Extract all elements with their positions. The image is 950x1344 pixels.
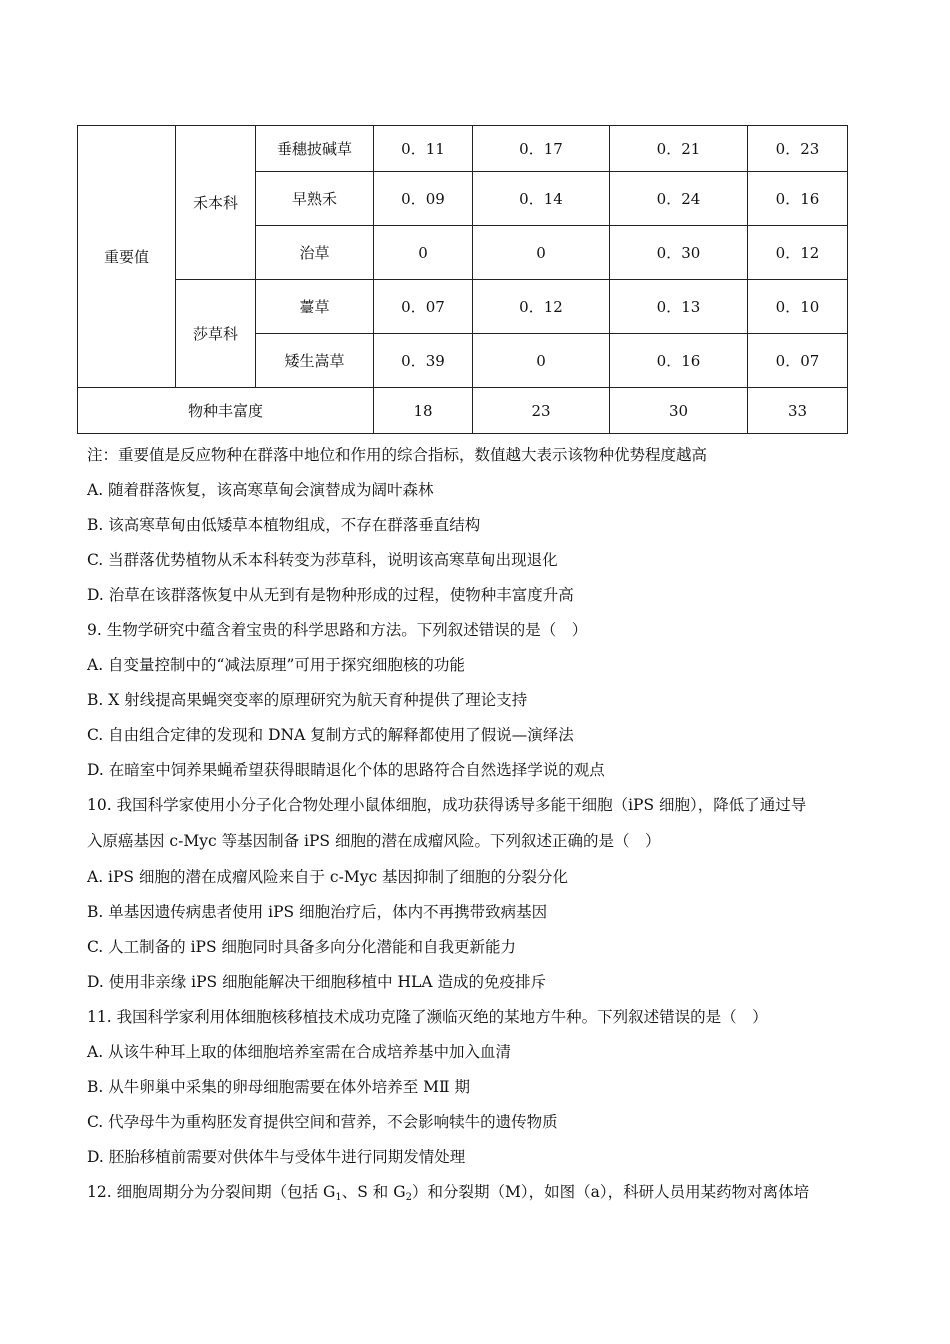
species-name: 早熟禾 bbox=[256, 172, 374, 226]
table-cell: 0．16 bbox=[748, 172, 848, 226]
species-name: 垂穗披碱草 bbox=[256, 126, 374, 172]
q10-option-c: C. 人工制备的 iPS 细胞同时具备多向分化潜能和自我更新能力 bbox=[87, 938, 517, 956]
q12-subscript: 1 bbox=[335, 1192, 342, 1203]
table-row bbox=[78, 388, 848, 434]
q8-option-b: B. 该高寒草甸由低矮草本植物组成，不存在群落垂直结构 bbox=[87, 516, 481, 534]
table-cell: 0．16 bbox=[610, 334, 748, 388]
table-cell: 0．13 bbox=[610, 280, 748, 334]
q12-text-part: ）和分裂期（M），如图（a），科研人员用某药物对离体培 bbox=[412, 1183, 810, 1201]
table-cell: 0．10 bbox=[748, 280, 848, 334]
table-cell: 0．14 bbox=[473, 172, 610, 226]
q12-text-part: 、S 和 G bbox=[341, 1183, 406, 1201]
table-cell: 30 bbox=[610, 388, 748, 434]
table-cell: 18 bbox=[374, 388, 473, 434]
family-label: 禾本科 bbox=[176, 126, 256, 280]
species-name: 薹草 bbox=[256, 280, 374, 334]
q11-option-d: D. 胚胎移植前需要对供体牛与受体牛进行同期发情处理 bbox=[87, 1148, 466, 1166]
table-cell: 0．24 bbox=[610, 172, 748, 226]
q8-option-d: D. 治草在该群落恢复中从无到有是物种形成的过程，使物种丰富度升高 bbox=[87, 586, 574, 604]
table-cell: 0．17 bbox=[473, 126, 610, 172]
table-cell: 33 bbox=[748, 388, 848, 434]
table-cell: 0．12 bbox=[748, 226, 848, 280]
table-cell: 0．21 bbox=[610, 126, 748, 172]
q10-stem-line2: 入原癌基因 c-Myc 等基因制备 iPS 细胞的潜在成瘤风险。下列叙述正确的是（ ） bbox=[87, 832, 661, 850]
table-cell: 0．09 bbox=[374, 172, 473, 226]
table-cell: 0 bbox=[374, 226, 473, 280]
q10-option-a: A. iPS 细胞的潜在成瘤风险来自于 c-Myc 基因抑制了细胞的分裂分化 bbox=[87, 868, 569, 886]
species-name: 矮生嵩草 bbox=[256, 334, 374, 388]
family-label: 莎草科 bbox=[176, 280, 256, 388]
q12-subscript: 2 bbox=[405, 1192, 412, 1203]
q8-option-a: A. 随着群落恢复，该高寒草甸会演替成为阔叶森林 bbox=[87, 481, 434, 499]
table-cell: 0 bbox=[473, 226, 610, 280]
q11-option-c: C. 代孕母牛为重构胚发育提供空间和营养，不会影响犊牛的遗传物质 bbox=[87, 1113, 558, 1131]
q9-option-a: A. 自变量控制中的“减法原理”可用于探究细胞核的功能 bbox=[87, 656, 465, 674]
q9-option-c: C. 自由组合定律的发现和 DNA 复制方式的解释都使用了假说—演绎法 bbox=[87, 726, 574, 744]
importance-value-table bbox=[77, 125, 848, 434]
q12-stem bbox=[87, 1175, 877, 1210]
q10-option-d: D. 使用非亲缘 iPS 细胞能解决干细胞移植中 HLA 造成的免疫排斥 bbox=[87, 973, 546, 991]
table-cell: 0．39 bbox=[374, 334, 473, 388]
table-row bbox=[78, 280, 848, 334]
q10-stem-line1: 10. 我国科学家使用小分子化合物处理小鼠体细胞，成功获得诱导多能干细胞（iPS 细胞），降低了通过导 bbox=[87, 796, 807, 814]
row-group-label: 重要值 bbox=[78, 126, 176, 388]
table-cell: 0．07 bbox=[748, 334, 848, 388]
table-cell: 0．11 bbox=[374, 126, 473, 172]
table-cell: 0．07 bbox=[374, 280, 473, 334]
q9-option-b: B. X 射线提高果蝇突变率的原理研究为航天育种提供了理论支持 bbox=[87, 691, 528, 709]
q8-option-c: C. 当群落优势植物从禾本科转变为莎草科，说明该高寒草甸出现退化 bbox=[87, 551, 558, 569]
table-cell: 23 bbox=[473, 388, 610, 434]
question-text bbox=[87, 438, 877, 1210]
q10-option-b: B. 单基因遗传病患者使用 iPS 细胞治疗后，体内不再携带致病基因 bbox=[87, 903, 548, 921]
q12-text-part: 12. 细胞周期分为分裂间期（包括 G bbox=[87, 1183, 336, 1201]
table-cell: 0．30 bbox=[610, 226, 748, 280]
table-cell: 0 bbox=[473, 334, 610, 388]
table-note: 注：重要值是反应物种在群落中地位和作用的综合指标，数值越大表示该物种优势程度越高 bbox=[87, 446, 708, 464]
q11-option-a: A. 从该牛种耳上取的体细胞培养室需在合成培养基中加入血清 bbox=[87, 1043, 512, 1061]
q9-option-d: D. 在暗室中饲养果蝇希望获得眼睛退化个体的思路符合自然选择学说的观点 bbox=[87, 761, 605, 779]
table-row bbox=[78, 126, 848, 172]
table-cell: 0．12 bbox=[473, 280, 610, 334]
q11-option-b: B. 从牛卵巢中采集的卵母细胞需要在体外培养至 MⅡ 期 bbox=[87, 1078, 471, 1096]
q11-stem: 11. 我国科学家利用体细胞核移植技术成功克隆了濒临灭绝的某地方牛种。下列叙述错误的是（ ） bbox=[87, 1008, 768, 1026]
richness-label: 物种丰富度 bbox=[78, 388, 374, 434]
q9-stem: 9. 生物学研究中蕴含着宝贵的科学思路和方法。下列叙述错误的是（ ） bbox=[87, 621, 588, 639]
species-name: 治草 bbox=[256, 226, 374, 280]
table-cell: 0．23 bbox=[748, 126, 848, 172]
